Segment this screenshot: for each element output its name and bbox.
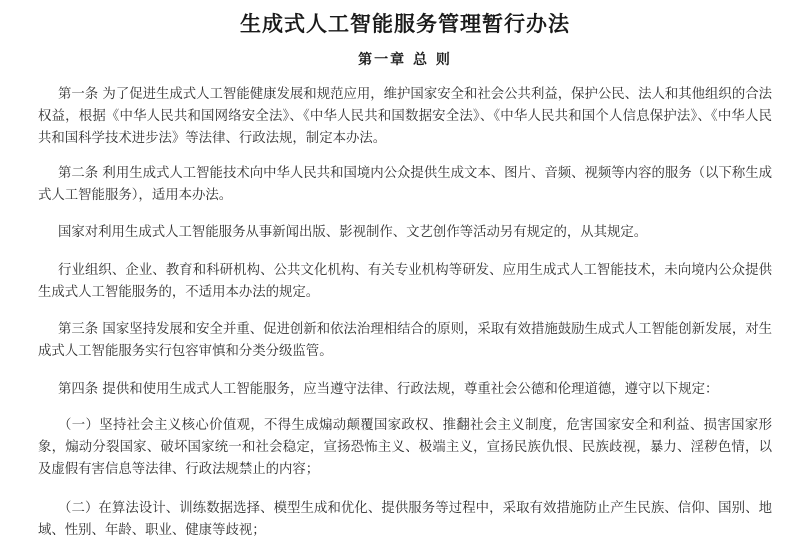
article-3: 第三条 国家坚持发展和安全并重、促进创新和依法治理相结合的原则，采取有效措施鼓励生成式人工智能创新发展，对生成式人工智能服务实行包容审慎和分类分级监管。 <box>38 322 772 359</box>
article-2: 第二条 利用生成式人工智能技术向中华人民共和国境内公众提供生成文本、图片、音频、视频等内容的服务（以下称生成式人工智能服务），适用本办法。 <box>38 166 772 203</box>
article-1: 第一条 为了促进生成式人工智能健康发展和规范应用，维护国家安全和社会公共利益，保护公民、法人和其他组织的合法权益，根据《中华人民共和国网络安全法》、《中华人民共和国数据安全法》、《中华人民共和国个人信息保护法》、《中华人民共和国科学技术进步法》等法律、行政法规，制定本办法。 <box>38 87 772 146</box>
document-title: 生成式人工智能服务管理暂行办法 <box>240 11 570 36</box>
chapter-heading: 第一章 总 则 <box>358 52 452 68</box>
article-2-clause-3: 行业组织、企业、教育和科研机构、公共文化机构、有关专业机构等研发、应用生成式人工智能技术，未向境内公众提供生成式人工智能服务的，不适用本办法的规定。 <box>38 263 772 300</box>
article-4-item-2: （二）在算法设计、训练数据选择、模型生成和优化、提供服务等过程中，采取有效措施防止产生民族、信仰、国别、地域、性别、年龄、职业、健康等歧视； <box>38 501 772 538</box>
article-2-clause-2: 国家对利用生成式人工智能服务从事新闻出版、影视制作、文艺创作等活动另有规定的，从其规定。 <box>58 225 648 240</box>
article-4-item-1: （一）坚持社会主义核心价值观，不得生成煽动颠覆国家政权、推翻社会主义制度，危害国家安全和利益、损害国家形象，煽动分裂国家、破坏国家统一和社会稳定，宣扬恐怖主义、极端主义，宣扬民族仇恨、民族歧视，暴力、淫秽色情，以及虚假有害信息等法律、行政法规禁止的内容； <box>38 418 772 477</box>
article-4: 第四条 提供和使用生成式人工智能服务，应当遵守法律、行政法规，尊重社会公德和伦理道德，遵守以下规定： <box>58 382 719 397</box>
